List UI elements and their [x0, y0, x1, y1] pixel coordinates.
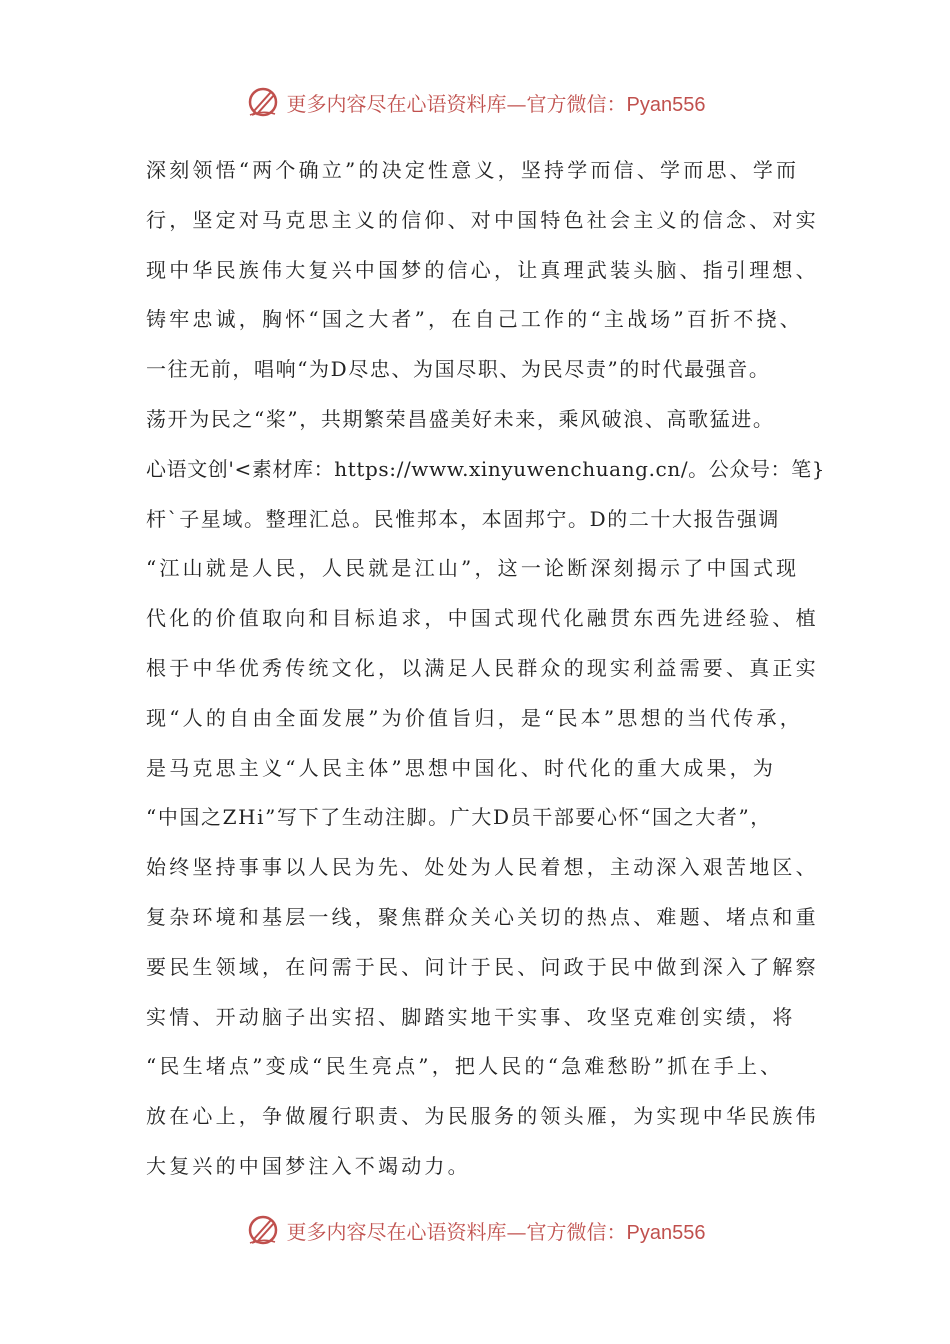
body-line: 铸牢忠诚，胸怀“国之大者”，在自己工作的“主战场”百折不挠、	[146, 307, 803, 332]
body-line: 代化的价值取向和目标追求，中国式现代化融贯东西先进经验、植	[146, 606, 819, 631]
footer-site-text: 更多内容尽在心语资料库	[286, 1219, 507, 1244]
footer-dash: —	[506, 1219, 527, 1244]
body-line: 现“人的自由全面发展”为价值旨归，是“民本”思想的当代传承，	[146, 705, 803, 730]
body-line: 根于中华优秀传统文化，以满足人民群众的现实利益需要、真正实	[146, 655, 819, 680]
body-line: 荡开为民之“桨”，共期繁荣昌盛美好未来，乘风破浪、高歌猛进。	[146, 406, 775, 431]
header-site-text: 更多内容尽在心语资料库	[286, 91, 507, 116]
body-line: 心语文创'<素材库：https://www.xinyuwenchuang.cn/。公众号：笔}	[146, 456, 826, 481]
body-line: 一往无前，唱响“为D尽忠、为国尽职、为民尽责”的时代最强音。	[146, 357, 771, 382]
body-line: “中国之ZHi”写下了生动注脚。广大D员干部要心怀“国之大者”，	[146, 805, 772, 830]
body-line: 复杂环境和基层一线，聚焦群众关心关切的热点、难题、堵点和重	[146, 904, 819, 929]
header-watermark	[0, 82, 950, 122]
pen-logo-icon	[245, 1212, 281, 1248]
footer-wechat-id: Pyan556	[626, 1221, 706, 1244]
body-line: 实情、开动脑子出实招、脚踏实地干实事、攻坚克难创实绩，将	[146, 1004, 796, 1029]
body-line: 深刻领悟“两个确立”的决定性意义，坚持学而信、学而思、学而	[146, 158, 800, 182]
body-line: “民生堵点”变成“民生亮点”，把人民的“急难愁盼”抓在手上、	[146, 1054, 784, 1079]
header-dash: —	[506, 91, 527, 116]
body-line: 放在心上，争做履行职责、为民服务的领头雁，为实现中华民族伟	[146, 1104, 819, 1129]
header-wechat-label: 官方微信：	[526, 91, 627, 116]
body-line: 现中华民族伟大复兴中国梦的信心，让真理武装头脑、指引理想、	[146, 257, 819, 282]
body-line: “江山就是人民，人民就是江山”，这一论断深刻揭示了中国式现	[146, 556, 800, 581]
body-line: 始终坚持事事以人民为先、处处为人民着想，主动深入艰苦地区、	[146, 855, 819, 880]
body-line: 是马克思主义“人民主体”思想中国化、时代化的重大成果，为	[146, 755, 777, 780]
header-watermark-text	[287, 88, 706, 117]
body-line: 要民生领域，在问需于民、问计于民、问政于民中做到深入了解察	[146, 954, 819, 979]
footer-watermark-text	[287, 1216, 706, 1245]
footer-watermark	[0, 1210, 950, 1250]
article-body	[146, 150, 826, 1196]
pen-logo-icon	[245, 84, 281, 120]
body-line: 行，坚定对马克思主义的信仰、对中国特色社会主义的信念、对实	[146, 207, 819, 232]
footer-wechat-label: 官方微信：	[526, 1219, 627, 1244]
body-line: 大复兴的中国梦注入不竭动力。	[146, 1153, 471, 1178]
body-line: 杆`子星域。整理汇总。民惟邦本，本固邦宁。D的二十大报告强调	[146, 506, 781, 531]
header-wechat-id: Pyan556	[626, 93, 706, 116]
